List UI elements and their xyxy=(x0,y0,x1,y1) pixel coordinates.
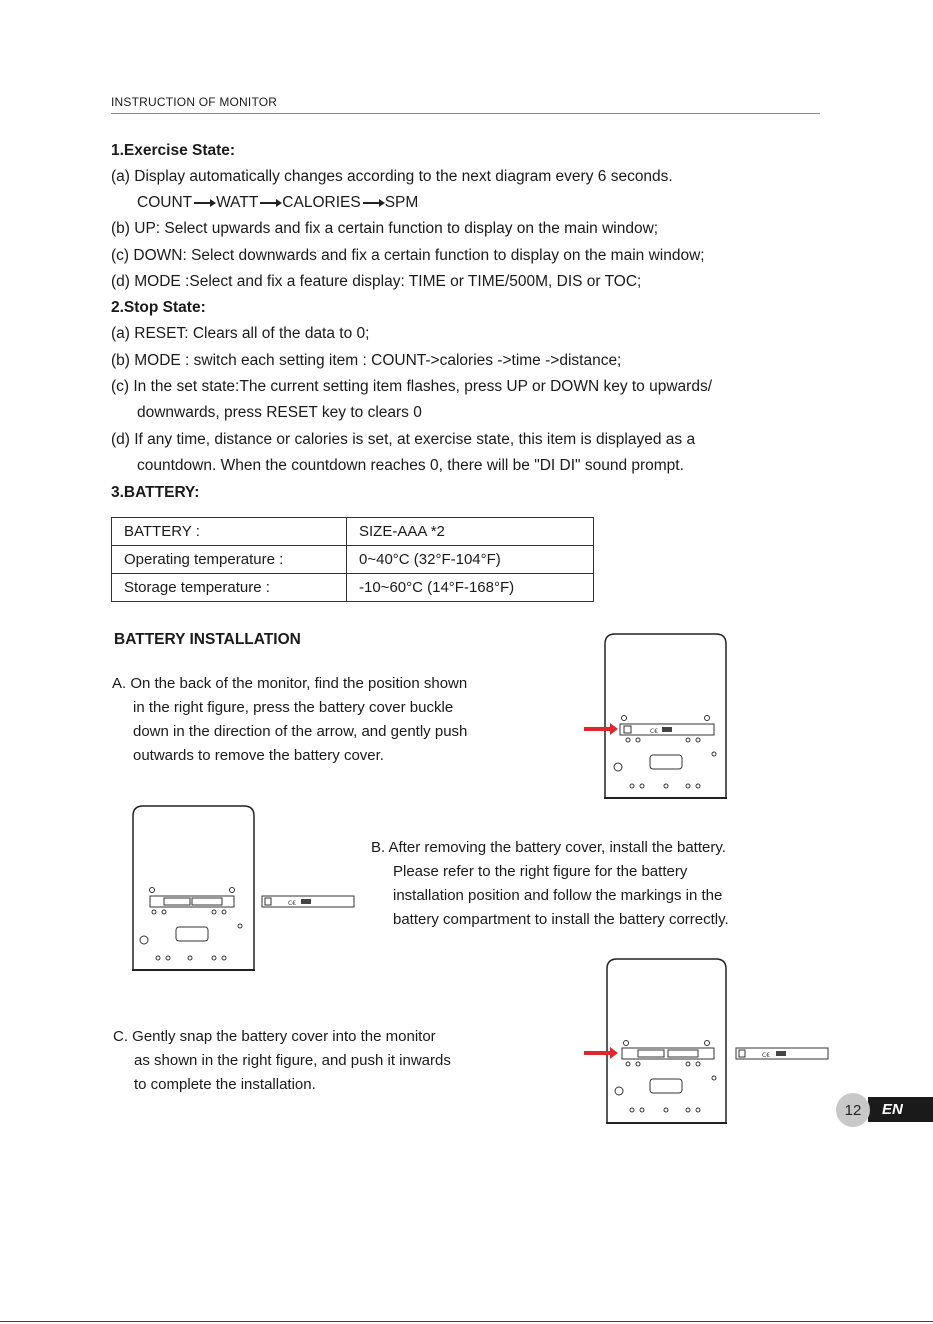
spec-value: SIZE-AAA *2 xyxy=(347,518,594,546)
spec-value: -10~60°C (14°F-168°F) xyxy=(347,574,594,602)
language-tab: EN xyxy=(868,1097,933,1122)
monitor-back-figure-c xyxy=(580,955,835,1127)
flow-watt: WATT xyxy=(216,194,259,211)
stop-d-cont: countdown. When the countdown reaches 0, there will be "DI DI" sound prompt. xyxy=(137,457,684,474)
page-number: 12 xyxy=(836,1093,870,1127)
exercise-c: (c) DOWN: Select downwards and fix a certain function to display on the main window; xyxy=(111,247,705,264)
battery-cover-icon xyxy=(262,896,354,907)
cover-mark: C€ xyxy=(288,900,297,907)
step-c-line: C. Gently snap the battery cover into the monitor xyxy=(113,1028,436,1045)
stop-c-cont: downwards, press RESET key to clears 0 xyxy=(137,404,422,421)
exercise-d: (d) MODE :Select and fix a feature display: TIME or TIME/500M, DIS or TOC; xyxy=(111,273,642,290)
arrow-right-icon xyxy=(260,202,280,204)
exercise-heading: 1.Exercise State: xyxy=(111,142,236,159)
arrow-right-icon xyxy=(363,202,383,204)
installation-heading: BATTERY INSTALLATION xyxy=(114,631,301,648)
exercise-b: (b) UP: Select upwards and fix a certain function to display on the main window; xyxy=(111,220,659,237)
monitor-back-figure-b xyxy=(128,802,360,974)
flow-count: COUNT xyxy=(137,194,193,211)
step-b-line: battery compartment to install the battery correctly. xyxy=(393,911,729,928)
step-b-text xyxy=(371,836,729,932)
battery-spec-table xyxy=(111,517,594,602)
spec-label: Storage temperature : xyxy=(112,574,347,602)
step-c-line: as shown in the right figure, and push it inwards xyxy=(134,1052,451,1069)
table-row xyxy=(112,546,594,574)
flow-calories: CALORIES xyxy=(282,194,361,211)
step-a-line: A. On the back of the monitor, find the position shown xyxy=(112,675,468,692)
flow-spm: SPM xyxy=(384,194,419,211)
display-flow xyxy=(137,194,418,212)
stop-a: (a) RESET: Clears all of the data to 0; xyxy=(111,325,370,342)
spec-label: BATTERY : xyxy=(112,518,347,546)
spec-label: Operating temperature : xyxy=(112,546,347,574)
step-a-line: in the right figure, press the battery cover buckle xyxy=(133,699,454,716)
step-a-line: down in the direction of the arrow, and gently push xyxy=(133,723,468,740)
spec-value: 0~40°C (32°F-104°F) xyxy=(347,546,594,574)
stop-d: (d) If any time, distance or calories is set, at exercise state, this item is displayed as a xyxy=(111,431,696,448)
cover-mark: C€ xyxy=(650,728,659,735)
step-a-line: outwards to remove the battery cover. xyxy=(133,747,384,764)
cover-mark: C€ xyxy=(762,1052,771,1059)
stop-b: (b) MODE : switch each setting item : COUNT->calories ->time ->distance; xyxy=(111,352,622,369)
header-rule xyxy=(111,113,820,114)
arrow-right-icon xyxy=(194,202,214,204)
table-row xyxy=(112,574,594,602)
table-row xyxy=(112,518,594,546)
stop-c: (c) In the set state:The current setting item flashes, press UP or DOWN key to upwards/ xyxy=(111,378,712,395)
step-a-text xyxy=(112,672,467,768)
battery-cover-icon xyxy=(736,1048,828,1059)
step-b-line: Please refer to the right figure for the battery xyxy=(393,863,688,880)
page-header: INSTRUCTION OF MONITOR xyxy=(111,95,278,109)
exercise-a: (a) Display automatically changes according to the next diagram every 6 seconds. xyxy=(111,168,673,185)
step-b-line: installation position and follow the markings in the xyxy=(393,887,723,904)
step-c-text xyxy=(113,1025,451,1097)
stop-heading: 2.Stop State: xyxy=(111,299,206,316)
step-c-line: to complete the installation. xyxy=(134,1076,316,1093)
monitor-back-figure-a xyxy=(580,630,730,802)
step-b-line: B. After removing the battery cover, install the battery. xyxy=(371,839,726,856)
bottom-rule xyxy=(0,1321,933,1322)
battery-heading: 3.BATTERY: xyxy=(111,484,200,501)
